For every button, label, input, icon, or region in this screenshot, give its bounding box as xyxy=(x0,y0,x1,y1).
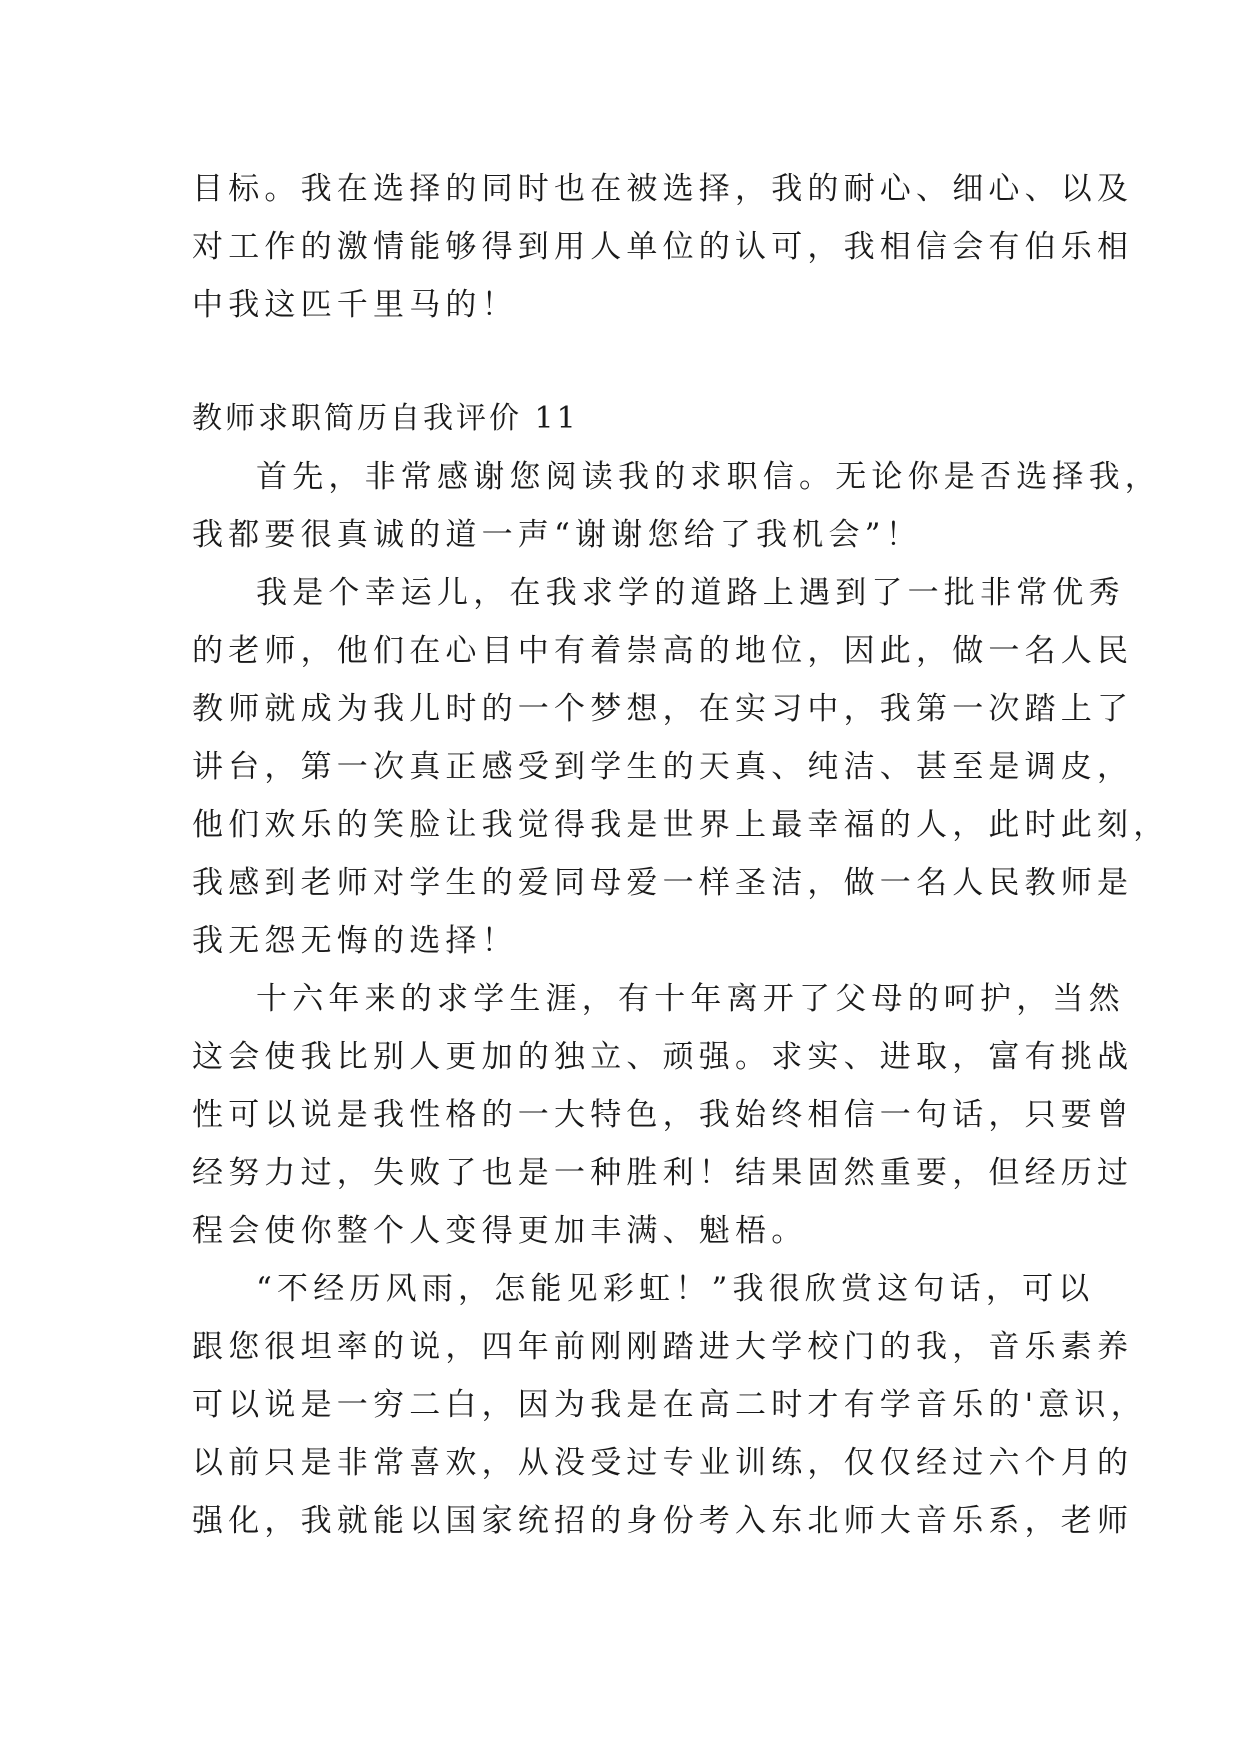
paragraph-1 xyxy=(192,448,1161,564)
text-line: “不经历风雨，怎能见彩虹！”我很欣赏这句话，可以 xyxy=(256,1271,1095,1307)
text-line: 十六年来的求学生涯，有十年离开了父母的呵护，当然 xyxy=(256,981,1125,1017)
text-line: 目标。我在选择的同时也在被选择，我的耐心、细心、以及 xyxy=(192,171,1134,207)
text-line: 跟您很坦率的说，四年前刚刚踏进大学校门的我，音乐素养 xyxy=(192,1329,1134,1365)
text-line: 我都要很真诚的道一声“谢谢您给了我机会”！ xyxy=(192,517,922,553)
text-line: 的老师，他们在心目中有着崇高的地位，因此，做一名人民 xyxy=(192,633,1134,669)
text-line: 中我这匹千里马的！ xyxy=(192,287,518,323)
paragraph-2 xyxy=(192,564,1170,970)
text-line: 以前只是非常喜欢，从没受过专业训练，仅仅经过六个月的 xyxy=(192,1445,1134,1481)
text-line: 程会使你整个人变得更加丰满、魁梧。 xyxy=(192,1213,808,1249)
text-line: 性可以说是我性格的一大特色，我始终相信一句话，只要曾 xyxy=(192,1097,1134,1133)
section-title: 教师求职简历自我评价 11 xyxy=(192,401,579,436)
text-line: 教师就成为我儿时的一个梦想，在实习中，我第一次踏上了 xyxy=(192,691,1134,727)
paragraph-4 xyxy=(192,1260,1147,1550)
text-line: 首先，非常感谢您阅读我的求职信。无论你是否选择我， xyxy=(256,459,1161,495)
paragraph-3 xyxy=(192,970,1134,1260)
text-line: 对工作的激情能够得到用人单位的认可，我相信会有伯乐相 xyxy=(192,229,1134,265)
text-line: 我感到老师对学生的爱同母爱一样圣洁，做一名人民教师是 xyxy=(192,865,1134,901)
text-line: 这会使我比别人更加的独立、顽强。求实、进取，富有挑战 xyxy=(192,1039,1134,1075)
text-line: 讲台，第一次真正感受到学生的天真、纯洁、甚至是调皮， xyxy=(192,749,1134,785)
text-line: 可以说是一穷二白，因为我是在高二时才有学音乐的'意识， xyxy=(192,1387,1147,1423)
text-line: 我无怨无悔的选择！ xyxy=(192,923,518,959)
text-line: 我是个幸运儿，在我求学的道路上遇到了一批非常优秀 xyxy=(256,575,1125,611)
text-line: 强化，我就能以国家统招的身份考入东北师大音乐系，老师 xyxy=(192,1503,1134,1539)
text-line: 经努力过，失败了也是一种胜利！结果固然重要，但经历过 xyxy=(192,1155,1134,1191)
intro-paragraph xyxy=(192,160,1134,334)
text-line: 他们欢乐的笑脸让我觉得我是世界上最幸福的人，此时此刻， xyxy=(192,807,1170,843)
